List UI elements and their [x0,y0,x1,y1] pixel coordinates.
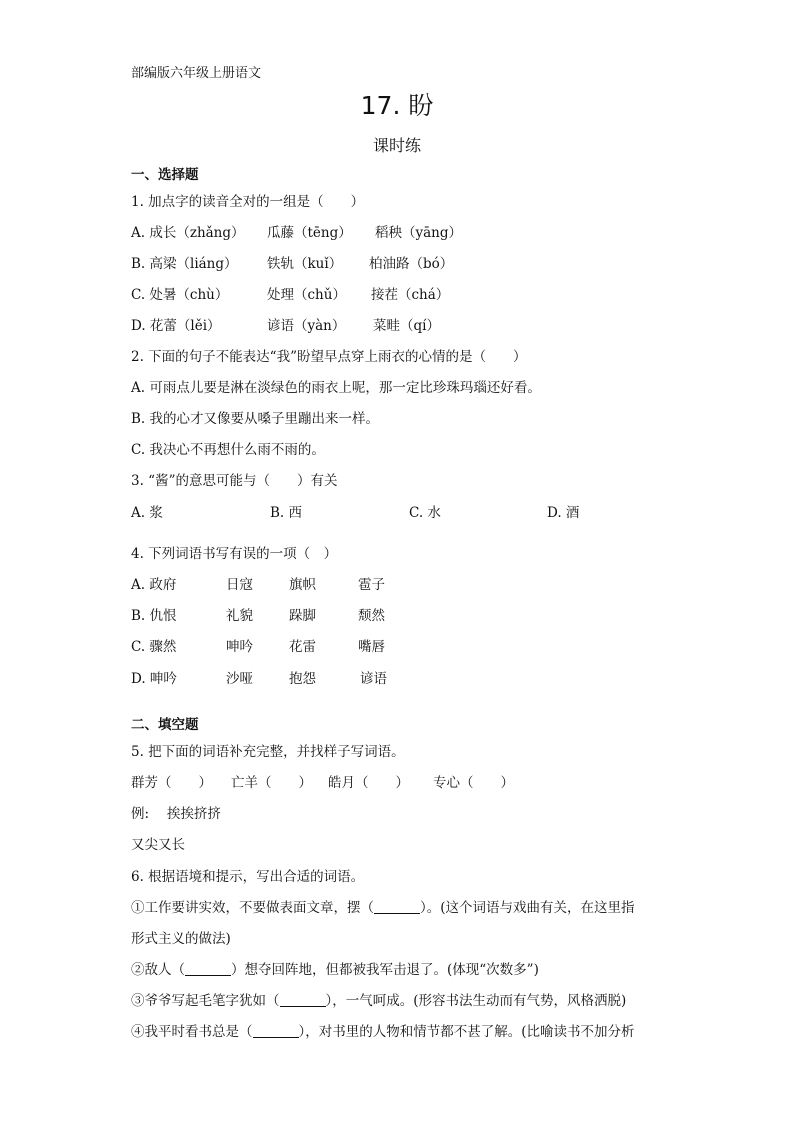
fill-item: 专心（ ） [433,775,514,791]
option-text: D. 呻吟 [131,671,177,687]
option-text: 抱怨 [289,671,316,687]
lesson-subtitle: 课时练 [372,136,421,155]
option-text: 呻吟 [226,639,253,655]
option-text: B. 高梁（liáng） [131,256,238,272]
section-fill-heading: 二、填空题 [131,717,199,733]
option-text: 菜畦（qí） [373,318,440,334]
item-text: ），对书里的人物和情节都不甚了解。(比喻读书不加分析 [298,1024,635,1040]
question-5-stem: 5. 把下面的词语补充完整，并找样子写词语。 [131,744,405,760]
answer-blank[interactable] [280,993,326,1007]
option-text: 颓然 [358,608,385,624]
option-text: B. 西 [270,505,303,521]
option-text: A. 浆 [131,505,163,521]
option-text: 处理（chǔ） [267,287,346,303]
option-text: 花雷 [289,639,316,655]
question-3-stem: 3. “酱”的意思可能与（ ）有关 [131,473,338,489]
option-text: 稻秧（yāng） [375,225,463,241]
item-text: ），一气呵成。(形容书法生动而有气势，风格洒脱) [325,993,627,1009]
fill-item: 皓月（ ） [328,775,409,791]
option-text: 雹子 [358,577,385,593]
option-text: 谚语（yàn） [267,318,346,334]
item-text: ）想夺回阵地，但都被我军击退了。(体现“次数多”) [231,962,539,978]
question-2-option-b: B. 我的心才又像要从嗓子里蹦出来一样。 [131,411,380,427]
option-text: 柏油路（bó） [369,256,454,272]
question-5-example: 例: 挨挨挤挤 [131,806,221,822]
item-text: ①工作要讲实效，不要做表面文章，摆（ [131,900,374,916]
option-text: 嘴唇 [358,639,385,655]
option-text: C. 骤然 [131,639,177,655]
option-text: A. 成长（zhǎng） [131,225,245,241]
question-2-option-c: C. 我决心不再想什么雨不雨的。 [131,442,325,458]
item-text: ②敌人（ [131,962,185,978]
question-6-stem: 6. 根据语境和提示，写出合适的词语。 [131,869,365,885]
option-text: 接茬（chá） [371,287,450,303]
item-text: ）。(这个词语与戏曲有关，在这里指 [420,900,635,916]
option-text: 谚语 [360,671,387,687]
question-6-item-4 [131,1023,635,1041]
option-text: C. 水 [409,505,441,521]
item-text: ④我平时看书总是（ [131,1024,253,1040]
question-6-item-2 [131,961,539,979]
item-text: ③爷爷写起毛笔字犹如（ [131,993,280,1009]
option-text: D. 酒 [547,505,580,521]
option-text: A. 政府 [131,577,177,593]
option-text: 沙哑 [226,671,253,687]
question-1-stem: 1. 加点字的读音全对的一组是（ ） [131,194,365,210]
question-6-item-3 [131,992,626,1010]
answer-blank[interactable] [374,900,420,914]
question-2-stem: 2. 下面的句子不能表达“我”盼望早点穿上雨衣的心情的是（ ） [131,349,527,365]
question-5-example-2: 又尖又长 [131,837,185,853]
question-4-stem: 4. 下列词语书写有误的一项（ ） [131,546,338,562]
option-text: 跺脚 [289,608,316,624]
option-text: 旗帜 [289,577,316,593]
option-text: 铁轨（kuǐ） [267,256,343,272]
option-text: 瓜藤（tēng） [267,225,352,241]
answer-blank[interactable] [253,1024,299,1038]
option-text: 日寇 [226,577,253,593]
option-text: 礼貌 [226,608,253,624]
fill-item: 亡羊（ ） [231,775,312,791]
section-choice-heading: 一、选择题 [131,167,199,183]
question-6-item-1 [131,899,635,917]
lesson-title: 17. 盼 [360,91,434,120]
fill-item: 群芳（ ） [131,775,212,791]
question-6-item-1-cont: 形式主义的做法) [131,931,231,947]
question-2-option-a: A. 可雨点儿要是淋在淡绿色的雨衣上呢，那一定比珍珠玛瑙还好看。 [131,380,541,396]
option-text: C. 处暑（chù） [131,287,229,303]
course-header: 部编版六年级上册语文 [131,66,262,81]
option-text: D. 花蕾（lěi） [131,318,221,334]
option-text: B. 仇恨 [131,608,177,624]
answer-blank[interactable] [185,962,231,976]
